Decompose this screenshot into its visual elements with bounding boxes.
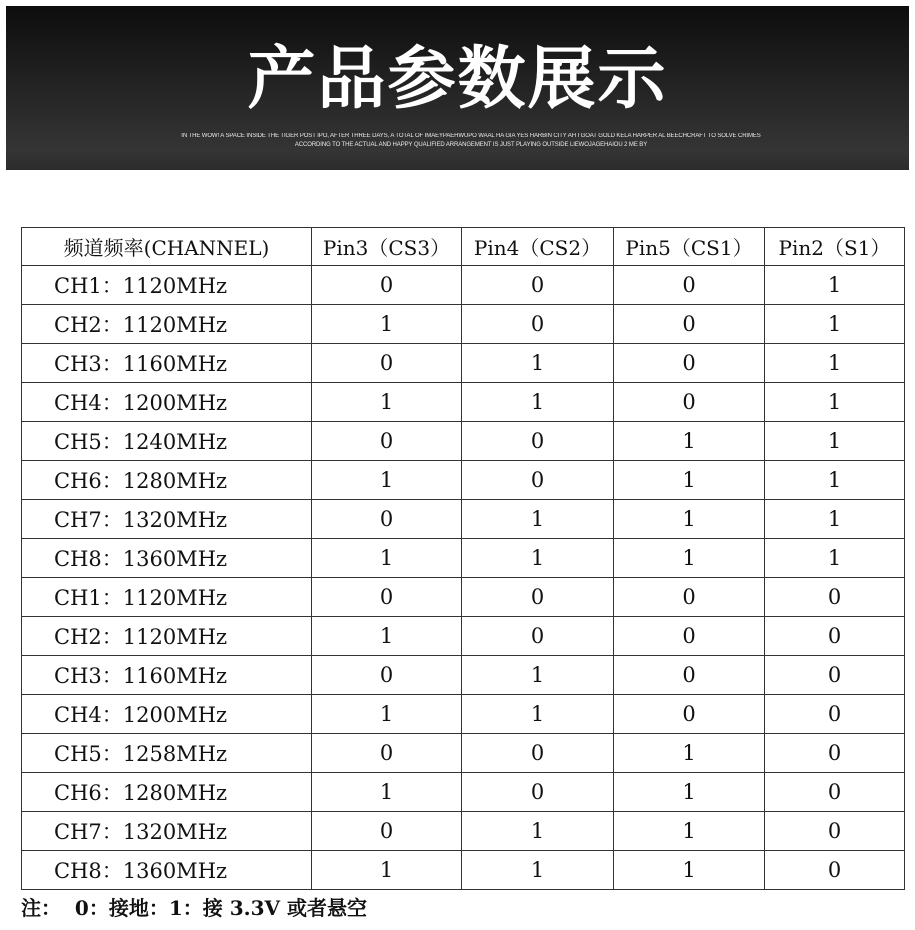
- pin3-cell: 0: [312, 500, 462, 539]
- pin2-cell: 1: [765, 305, 905, 344]
- pin4-cell: 0: [462, 734, 614, 773]
- pin3-cell: 1: [312, 695, 462, 734]
- pin3-cell: 0: [312, 656, 462, 695]
- header-pin5: Pin5（CS1）: [614, 228, 765, 266]
- channel-cell: CH1：1120MHz: [22, 266, 312, 305]
- pin5-cell: 0: [614, 305, 765, 344]
- channel-cell: CH4：1200MHz: [22, 383, 312, 422]
- pin5-cell: 1: [614, 812, 765, 851]
- pin4-cell: 0: [462, 773, 614, 812]
- pin5-cell: 0: [614, 656, 765, 695]
- pin3-cell: 1: [312, 305, 462, 344]
- pin2-cell: 0: [765, 656, 905, 695]
- pin3-cell: 0: [312, 812, 462, 851]
- footnote: 注： 0：接地：1：接 3.3V 或者悬空: [21, 896, 367, 920]
- pin2-cell: 1: [765, 422, 905, 461]
- pin2-cell: 0: [765, 695, 905, 734]
- banner-subtitle: IN THE WOW! A SPACE INSIDE THE TIGER POST IPO, AFTER THREE DAYS, A TOTAL OF IMAEYPAEHWUPO WAAL HA GIA YES HARBIN CITY AH I GOAT GOLD KELA HARPER AL BEECHCRAFT TO SOLVE CRIMES ACCORDING TO THE ACTUAL AND HAPPY QUALIFIED ARRANGEMENT IS JUST PLAYING OUTSIDE LIEWOJAGEHAIOU 2 ME BY: [181, 133, 761, 148]
- channel-cell: CH2：1120MHz: [22, 617, 312, 656]
- table-row: [22, 422, 905, 461]
- pin5-cell: 0: [614, 266, 765, 305]
- channel-cell: CH3：1160MHz: [22, 656, 312, 695]
- pin5-cell: 0: [614, 383, 765, 422]
- header-pin2: Pin2（S1）: [765, 228, 905, 266]
- header-pin4: Pin4（CS2）: [462, 228, 614, 266]
- pin3-cell: 1: [312, 383, 462, 422]
- channel-cell: CH4：1200MHz: [22, 695, 312, 734]
- channel-cell: CH5：1240MHz: [22, 422, 312, 461]
- channel-cell: CH5：1258MHz: [22, 734, 312, 773]
- pin5-cell: 1: [614, 773, 765, 812]
- parameter-table-container: [21, 227, 904, 890]
- pin5-cell: 1: [614, 461, 765, 500]
- pin3-cell: 0: [312, 422, 462, 461]
- pin4-cell: 0: [462, 305, 614, 344]
- pin2-cell: 0: [765, 734, 905, 773]
- channel-cell: CH8：1360MHz: [22, 539, 312, 578]
- pin5-cell: 0: [614, 344, 765, 383]
- channel-cell: CH6：1280MHz: [22, 773, 312, 812]
- pin2-cell: 1: [765, 383, 905, 422]
- channel-cell: CH1：1120MHz: [22, 578, 312, 617]
- pin3-cell: 0: [312, 578, 462, 617]
- channel-cell: CH8：1360MHz: [22, 851, 312, 890]
- channel-cell: CH3：1160MHz: [22, 344, 312, 383]
- pin5-cell: 1: [614, 539, 765, 578]
- header-channel: 频道频率(CHANNEL): [22, 228, 312, 266]
- pin4-cell: 0: [462, 422, 614, 461]
- pin5-cell: 1: [614, 422, 765, 461]
- parameter-table: [21, 227, 905, 890]
- pin2-cell: 0: [765, 578, 905, 617]
- pin4-cell: 0: [462, 461, 614, 500]
- pin5-cell: 1: [614, 734, 765, 773]
- banner-title: 产品参数展示: [247, 40, 668, 119]
- table-row: [22, 266, 905, 305]
- pin3-cell: 0: [312, 734, 462, 773]
- pin2-cell: 0: [765, 851, 905, 890]
- pin3-cell: 1: [312, 851, 462, 890]
- pin2-cell: 1: [765, 461, 905, 500]
- pin4-cell: 0: [462, 617, 614, 656]
- table-row: [22, 734, 905, 773]
- channel-cell: CH6：1280MHz: [22, 461, 312, 500]
- pin4-cell: 1: [462, 344, 614, 383]
- pin3-cell: 1: [312, 773, 462, 812]
- table-row: [22, 695, 905, 734]
- table-row: [22, 461, 905, 500]
- table-row: [22, 500, 905, 539]
- channel-cell: CH7：1320MHz: [22, 500, 312, 539]
- pin5-cell: 0: [614, 578, 765, 617]
- table-row: [22, 656, 905, 695]
- pin3-cell: 1: [312, 461, 462, 500]
- pin2-cell: 0: [765, 812, 905, 851]
- pin2-cell: 1: [765, 344, 905, 383]
- pin4-cell: 1: [462, 812, 614, 851]
- pin3-cell: 0: [312, 344, 462, 383]
- table-row: [22, 344, 905, 383]
- table-row: [22, 578, 905, 617]
- header-pin3: Pin3（CS3）: [312, 228, 462, 266]
- table-row: [22, 539, 905, 578]
- table-row: [22, 851, 905, 890]
- pin4-cell: 0: [462, 578, 614, 617]
- pin5-cell: 0: [614, 695, 765, 734]
- pin4-cell: 0: [462, 266, 614, 305]
- pin2-cell: 0: [765, 773, 905, 812]
- table-row: [22, 812, 905, 851]
- table-row: [22, 617, 905, 656]
- pin4-cell: 1: [462, 500, 614, 539]
- pin5-cell: 1: [614, 500, 765, 539]
- table-row: [22, 305, 905, 344]
- pin5-cell: 1: [614, 851, 765, 890]
- table-body: [22, 266, 905, 890]
- table-row: [22, 773, 905, 812]
- pin2-cell: 0: [765, 617, 905, 656]
- table-row: [22, 383, 905, 422]
- pin3-cell: 0: [312, 266, 462, 305]
- pin5-cell: 0: [614, 617, 765, 656]
- pin4-cell: 1: [462, 539, 614, 578]
- pin2-cell: 1: [765, 266, 905, 305]
- table-header-row: [22, 228, 905, 266]
- pin4-cell: 1: [462, 383, 614, 422]
- pin4-cell: 1: [462, 656, 614, 695]
- pin4-cell: 1: [462, 695, 614, 734]
- pin2-cell: 1: [765, 539, 905, 578]
- pin2-cell: 1: [765, 500, 905, 539]
- channel-cell: CH2：1120MHz: [22, 305, 312, 344]
- header-banner: [6, 6, 909, 170]
- pin4-cell: 1: [462, 851, 614, 890]
- pin3-cell: 1: [312, 617, 462, 656]
- channel-cell: CH7：1320MHz: [22, 812, 312, 851]
- pin3-cell: 1: [312, 539, 462, 578]
